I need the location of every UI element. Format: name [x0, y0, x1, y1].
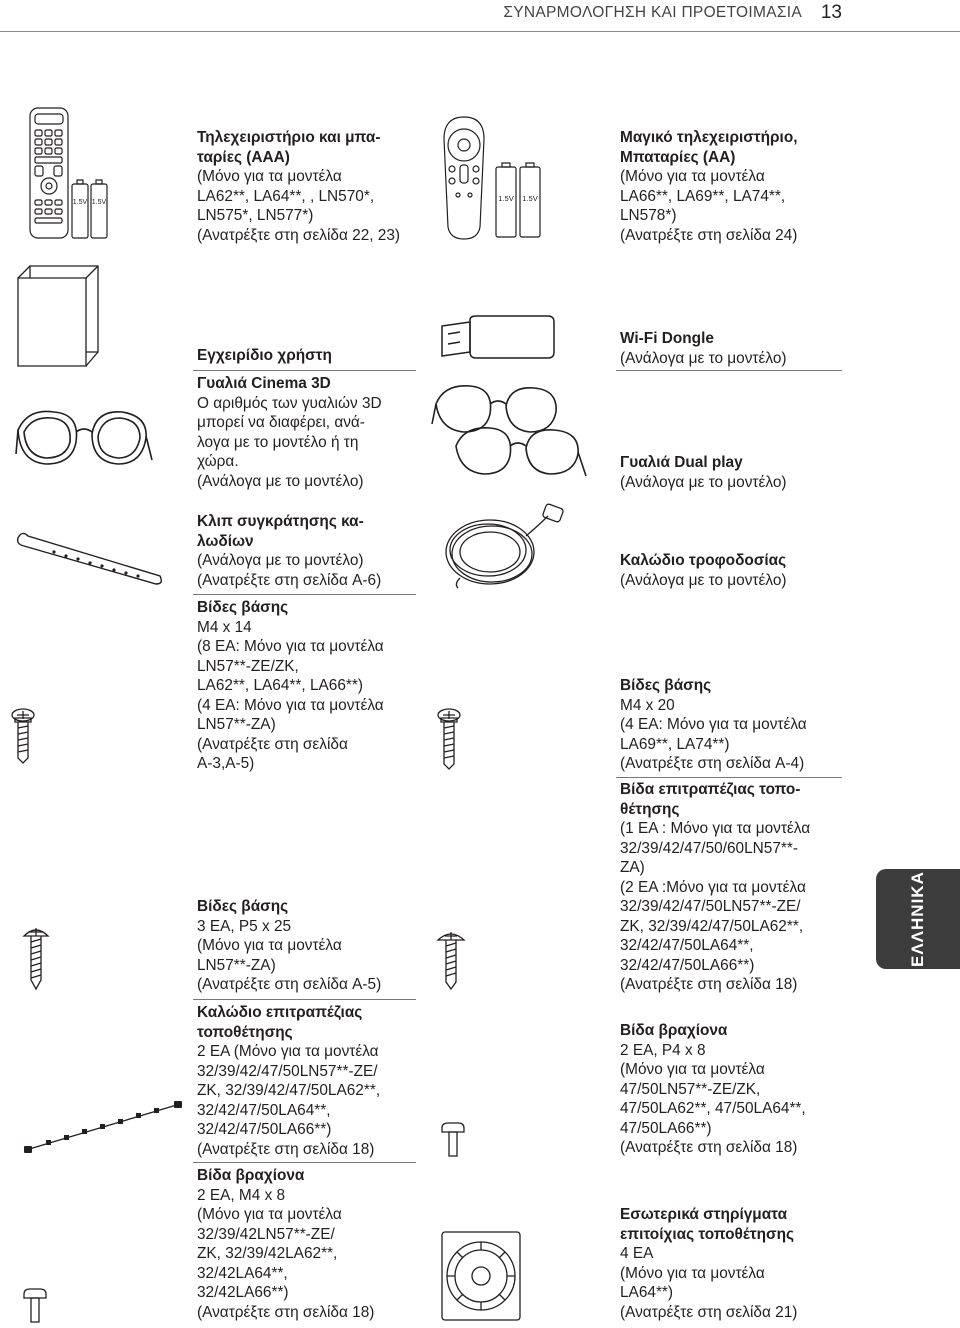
item-title-line: Βίδα επιτραπέζιας τοπο-	[620, 781, 801, 798]
item-manual	[197, 346, 332, 366]
separator	[616, 777, 842, 778]
item-title-line: Γυαλιά Cinema 3D	[197, 375, 331, 392]
item-detail-line: 32/39/42LN57**-ZE/	[197, 1225, 335, 1243]
item-title-line: Βίδες βάσης	[197, 599, 289, 616]
item-detail-line: 47/50LA66**)	[620, 1119, 712, 1137]
item-desk-cable	[197, 1003, 380, 1159]
item-title-line: Εσωτερικά στηρίγματα	[620, 1206, 788, 1223]
battery-label: 1.5V	[72, 199, 88, 206]
item-detail-line: (Μόνο για τα μοντέλα	[197, 937, 342, 954]
item-detail-line: Ο αριθμός των γυαλιών 3D	[197, 394, 382, 412]
item-detail-line: (Ανατρέξτε στη σελίδα	[197, 735, 348, 753]
item-detail-line: (Ανάλογα με το μοντέλο)	[620, 473, 787, 491]
item-title-line: επιτοίχιας τοποθέτησης	[620, 1225, 794, 1243]
cable-clip-illustration	[14, 528, 164, 588]
page-header	[0, 0, 960, 32]
item-title-line: Μαγικό τηλεχειριστήριο,	[620, 129, 798, 146]
item-title-line: τοποθέτησης	[197, 1023, 293, 1041]
item-bracket-screw-m4	[197, 1166, 374, 1322]
item-detail-line: (2 EA :Μόνο για τα μοντέλα	[620, 878, 806, 896]
bracket-screw-m4-icon	[22, 1288, 48, 1324]
item-detail-line: A-3,A-5)	[197, 755, 255, 772]
item-detail-line: 32/42/47/50LA66**)	[620, 956, 755, 974]
item-detail-line: 32/39/42/47/50/60LN57**-	[620, 839, 798, 857]
item-detail-line: (Ανάλογα με το μοντέλο)	[620, 349, 787, 367]
item-detail-line: ZK, 32/39/42/47/50LA62**,	[620, 917, 804, 935]
item-title-line: Wi-Fi Dongle	[620, 330, 714, 347]
language-tab	[876, 869, 960, 969]
item-detail-line: χώρα.	[197, 453, 239, 470]
item-detail-line: (Ανατρέξτε στη σελίδα 18)	[197, 1303, 375, 1321]
battery-label: 1.5V	[91, 199, 107, 206]
wall-spacer-illustration	[440, 1230, 522, 1322]
bracket-screw-p4-icon	[440, 1122, 466, 1158]
separator	[193, 594, 416, 595]
item-detail-line: 2 EA (Μόνο για τα μοντέλα	[197, 1043, 379, 1060]
item-detail-line: LN57**-ZA)	[197, 716, 276, 733]
item-detail-line: (Ανατρέξτε στη σελίδα 24)	[620, 226, 798, 244]
item-title-line: Καλώδιο τροφοδοσίας	[620, 552, 787, 569]
separator	[193, 999, 416, 1000]
item-detail-line: LA62**, LA64**, , LN570*,	[197, 187, 375, 205]
item-detail-line: LA62**, LA64**, LA66**)	[197, 677, 363, 694]
desk-mount-screw-icon	[436, 930, 466, 990]
section-title: ΣΥΝΑΡΜΟΛΟΓΗΣΗ ΚΑΙ ΠΡΟΕΤΟΙΜΑΣΙΑ	[503, 4, 802, 21]
item-detail-line: (Ανατρέξτε στη σελίδα 18)	[620, 1139, 798, 1156]
item-detail-line: (Ανατρέξτε στη σελίδα 21)	[620, 1303, 798, 1321]
item-detail-line: ZK, 32/39/42/47/50LA62**,	[197, 1082, 381, 1099]
item-title-line: λωδίων	[197, 532, 254, 550]
item-cable-clip	[197, 512, 381, 590]
item-detail-line: 32/39/42/47/50LN57**-ZE/	[620, 898, 801, 915]
item-detail-line: LA66**, LA69**, LA74**,	[620, 187, 786, 205]
item-detail-line: 32/42/47/50LA66**)	[197, 1121, 332, 1138]
item-bracket-screw-p4	[620, 1021, 806, 1158]
power-cable-illustration	[440, 504, 566, 590]
item-detail-line: (Ανατρέξτε στη σελίδα 22, 23)	[197, 226, 401, 244]
item-detail-line: 2 EA, M4 x 8	[197, 1186, 286, 1204]
item-detail-line: LN57**-ZE/ZK,	[197, 657, 299, 675]
item-detail-line: (4 EA: Μόνο για τα μοντέλα	[620, 716, 807, 733]
item-title-line: Βίδα βραχίονα	[197, 1167, 305, 1184]
item-detail-line: (Μόνο για τα μοντέλα	[197, 1206, 342, 1223]
item-title-line: θέτησης	[620, 800, 680, 818]
item-detail-line: (Μόνο για τα μοντέλα	[620, 1264, 765, 1282]
item-detail-line: (8 EA: Μόνο για τα μοντέλα	[197, 638, 384, 655]
item-stand-screws-m4x14	[197, 598, 384, 774]
item-detail-line: (Μόνο για τα μοντέλα	[620, 1061, 765, 1078]
screw-m4x14-icon	[10, 708, 36, 764]
item-stand-screws-m4x20	[620, 676, 807, 774]
item-detail-line: 4 EA	[620, 1245, 654, 1262]
item-title-line: Βίδες βάσης	[197, 898, 289, 915]
item-detail-line: (Ανάλογα με το μοντέλο)	[197, 472, 364, 490]
item-stand-screws-p5	[197, 897, 381, 995]
item-detail-line: 32/42LA64**,	[197, 1264, 288, 1282]
item-detail-line: LA69**, LA74**)	[620, 735, 730, 753]
item-detail-line: LN575*, LN577*)	[197, 207, 314, 224]
item-title-line: Βίδες βάσης	[620, 677, 712, 694]
item-detail-line: (Ανατρέξτε στη σελίδα A-6)	[197, 571, 382, 589]
item-detail-line: (Μόνο για τα μοντέλα	[620, 168, 765, 185]
battery-label: 1.5V	[498, 194, 514, 203]
separator	[193, 1162, 416, 1163]
item-detail-line: (Ανατρέξτε στη σελίδα 18)	[620, 976, 798, 993]
page-number: 13	[820, 2, 842, 23]
separator	[193, 370, 416, 371]
item-detail-line: (Ανάλογα με το μοντέλο)	[620, 571, 787, 589]
item-detail-line: (4 EA: Μόνο για τα μοντέλα	[197, 696, 384, 714]
item-dual-play	[620, 453, 787, 492]
item-title-line: Τηλεχειριστήριο και μπα-	[197, 129, 381, 146]
header-rule	[0, 31, 960, 32]
item-detail-line: 32/42/47/50LA64**,	[197, 1101, 331, 1119]
item-title-line: Γυαλιά Dual play	[620, 454, 743, 471]
item-detail-line: 32/42/47/50LA64**,	[620, 937, 754, 954]
item-detail-line: (Ανάλογα με το μοντέλο)	[197, 552, 364, 569]
glasses-3d-illustration	[14, 402, 154, 478]
item-detail-line: (Μόνο για τα μοντέλα	[197, 168, 342, 185]
item-title-line: Εγχειρίδιο χρήστη	[197, 347, 332, 364]
item-desk-mount-screw	[620, 780, 810, 995]
desk-cable-illustration	[22, 1100, 184, 1154]
item-power-cable	[620, 551, 787, 590]
item-detail-line: 32/42LA66**)	[197, 1284, 289, 1301]
item-detail-line: M4 x 14	[197, 618, 252, 636]
item-title-line: Κλιπ συγκράτησης κα-	[197, 513, 364, 530]
dual-play-glasses-illustration	[430, 376, 590, 496]
item-detail-line: LN57**-ZA)	[197, 956, 276, 974]
separator	[616, 370, 842, 371]
item-detail-line: LN578*)	[620, 207, 677, 224]
remote-control-illustration	[28, 106, 118, 240]
item-detail-line: (Ανατρέξτε στη σελίδα 18)	[197, 1140, 375, 1158]
user-manual-illustration	[14, 264, 100, 368]
item-detail-line: λογα με το μοντέλο ή τη	[197, 433, 359, 451]
magic-remote-illustration	[438, 115, 550, 241]
screw-p5x25-icon	[22, 926, 50, 990]
item-remote	[197, 128, 400, 245]
item-glasses-3d	[197, 374, 382, 491]
item-title-line: Καλώδιο επιτραπέζιας	[197, 1004, 363, 1021]
item-detail-line: 47/50LN57**-ZE/ZK,	[620, 1080, 761, 1098]
item-detail-line: (Ανατρέξτε στη σελίδα A-4)	[620, 755, 805, 772]
battery-label: 1.5V	[522, 194, 538, 203]
battery-icon	[72, 180, 107, 238]
item-title-line: ταρίες (AAA)	[197, 148, 290, 166]
item-detail-line: LA64**)	[620, 1284, 674, 1301]
item-title-line: Μπαταρίες (AA)	[620, 148, 736, 166]
item-wall-spacers	[620, 1205, 797, 1322]
wifi-dongle-illustration	[440, 312, 556, 362]
item-detail-line: μπορεί να διαφέρει, ανά-	[197, 414, 365, 431]
item-detail-line: M4 x 20	[620, 696, 675, 714]
item-detail-line: 3 EA, P5 x 25	[197, 917, 292, 935]
item-detail-line: ZA)	[620, 859, 645, 876]
item-detail-line: (1 EA : Μόνο για τα μοντέλα	[620, 820, 811, 837]
item-detail-line: ZK, 32/39/42LA62**,	[197, 1245, 338, 1262]
item-detail-line: 47/50LA62**, 47/50LA64**,	[620, 1100, 806, 1117]
item-detail-line: 2 EA, P4 x 8	[620, 1041, 706, 1059]
item-detail-line: (Ανατρέξτε στη σελίδα A-5)	[197, 976, 382, 993]
item-title-line: Βίδα βραχίονα	[620, 1022, 728, 1039]
screw-m4x20-icon	[436, 708, 462, 770]
item-wifi-dongle	[620, 329, 787, 368]
item-magic-remote	[620, 128, 798, 245]
item-detail-line: 32/39/42/47/50LN57**-ZE/	[197, 1062, 378, 1080]
language-tab-label: ΕΛΛΗΝΙΚΑ	[908, 871, 927, 967]
